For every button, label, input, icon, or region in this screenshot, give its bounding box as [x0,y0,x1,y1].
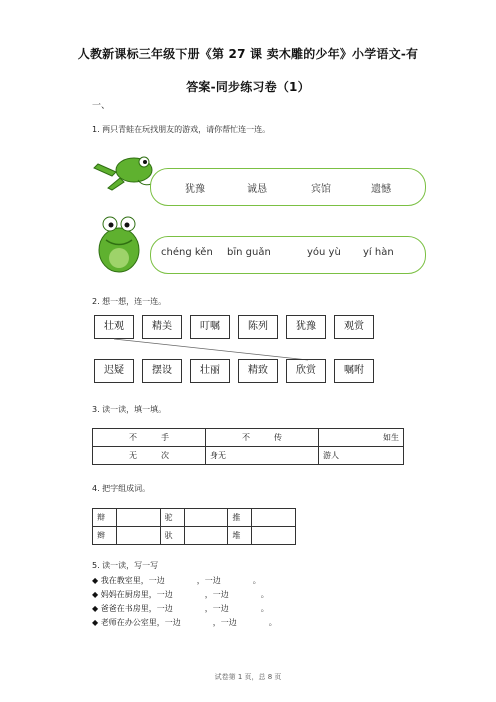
title-line-2: 答案-同步练习卷（1） [186,80,310,94]
table-cell: 堆 [228,527,252,545]
cloud-pinyin: chéng kěn [161,247,213,258]
bullet-line: ◆ 爸爸在书房里，一边 ，一边 。 [92,604,269,613]
frog-icon [92,142,158,192]
bullet-line: ◆ 老师在办公室里，一边 ，一边 。 [92,618,277,627]
table-cell[interactable]: 游人 [319,447,404,465]
word-box[interactable]: 精致 [238,359,278,383]
answer-cell[interactable] [184,509,228,527]
table-cell: 驼 [160,509,184,527]
table-cell: 辩 [93,509,117,527]
word-box[interactable]: 壮丽 [190,359,230,383]
question-3: 3. 读一读，填一填。 [92,405,167,414]
bullet-text: 我在教室里，一边 ，一边 。 [100,576,261,585]
cloud-pinyin: yóu yù [307,247,341,258]
word-box[interactable]: 陈列 [238,315,278,339]
word-box[interactable]: 迟疑 [94,359,134,383]
chinese-words-cloud [150,168,426,206]
question-4: 4. 把字组成词。 [92,484,151,493]
bullet-line: ◆ 我在教室里，一边 ，一边 。 [92,576,261,585]
word-box[interactable]: 叮嘱 [190,315,230,339]
answer-cell[interactable] [252,509,296,527]
question-1: 1. 两只青蛙在玩找朋友的游戏，请你帮忙连一连。 [92,125,271,134]
cloud-pinyin: bīn guǎn [227,247,271,258]
table-cell: 辫 [93,527,117,545]
cloud-word: 犹豫 [185,184,205,195]
word-box[interactable]: 壮观 [94,315,134,339]
fill-table [92,428,404,465]
table-cell[interactable]: 无 次 [93,447,206,465]
table-cell[interactable]: 身无 [206,447,319,465]
pinyin-cloud [150,236,426,274]
cloud-word: 宾馆 [311,184,331,195]
answer-cell[interactable] [252,527,296,545]
frog-icon [94,210,144,276]
table-cell: 驮 [160,527,184,545]
cloud-word: 诚恳 [247,184,267,195]
word-box[interactable]: 嘱咐 [334,359,374,383]
word-box[interactable]: 欣赏 [286,359,326,383]
answer-cell[interactable] [116,527,160,545]
table-cell[interactable]: 不 手 [93,429,206,447]
table-cell[interactable]: 如生 [319,429,404,447]
question-5: 5. 读一读，写一写 [92,561,159,570]
bullet-text: 爸爸在书房里，一边 ，一边 。 [100,604,269,613]
section-label: 一、 [92,101,111,111]
word-box[interactable]: 犹豫 [286,315,326,339]
answer-cell[interactable] [184,527,228,545]
cloud-pinyin: yí hàn [363,247,394,258]
word-box[interactable]: 精美 [142,315,182,339]
cloud-word: 遗憾 [371,184,391,195]
bullet-text: 老师在办公室里，一边 ，一边 。 [100,618,277,627]
bullet-text: 妈妈在厨房里，一边 ，一边 。 [100,590,269,599]
word-table [92,508,296,545]
question-2: 2. 想一想，连一连。 [92,297,167,306]
answer-cell[interactable] [116,509,160,527]
table-cell[interactable]: 不 传 [206,429,319,447]
word-box[interactable]: 摆设 [142,359,182,383]
word-box[interactable]: 观赏 [334,315,374,339]
page-footer: 试卷第 1 页，总 8 页 [214,673,282,681]
table-cell: 推 [228,509,252,527]
title-line-1: 人教新课标三年级下册《第 27 课 卖木雕的少年》小学语文-有 [77,47,419,61]
bullet-line: ◆ 妈妈在厨房里，一边 ，一边 。 [92,590,269,599]
